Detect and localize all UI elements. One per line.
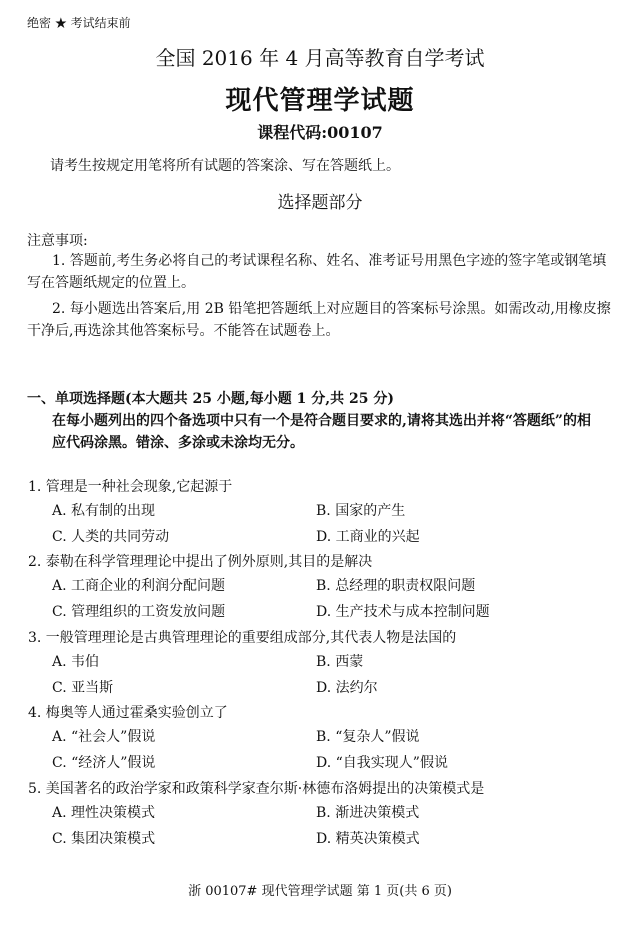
option-d: D. “自我实现人”假说 [316,755,448,771]
general-instruction: 请考生按规定用笔将所有试题的答案涂、写在答题纸上。 [50,158,400,174]
option-a: A. 工商企业的利润分配问题 [52,578,226,594]
option-b: B. 西蒙 [316,654,364,670]
option-d: D. 工商业的兴起 [316,529,420,545]
question-2 [0,551,640,626]
part-title: 选择题部分 [277,193,363,213]
option-b: B. 渐进决策模式 [316,805,420,821]
option-c: C. 人类的共同劳动 [52,529,170,545]
question-5 [0,778,640,853]
section-heading: 一、单项选择题(本大题共 25 小题,每小题 1 分,共 25 分) [27,391,394,407]
question-stem: 2. 泰勒在科学管理理论中提出了例外原则,其目的是解决 [28,554,373,570]
option-c: C. 亚当斯 [52,680,114,696]
option-c: C. 管理组织的工资发放问题 [52,604,226,620]
question-stem: 5. 美国著名的政治学家和政策科学家查尔斯·林德布洛姆提出的决策模式是 [28,781,485,797]
option-a: A. 私有制的出现 [52,503,156,519]
question-4 [0,702,640,777]
course-code: 课程代码:00107 [257,123,383,142]
option-a: A. “社会人”假说 [52,729,156,745]
option-c: C. 集团决策模式 [52,831,156,847]
option-c: C. “经济人”假说 [52,755,156,771]
option-d: D. 生产技术与成本控制问题 [316,604,490,620]
note-item: 2. 每小题选出答案后,用 2B 铅笔把答题纸上对应题目的答案标号涂黑。如需改动,用橡皮擦干净后,再选涂其他答案标号。不能答在试题卷上。 [27,301,611,339]
section-description: 在每小题列出的四个备选项中只有一个是符合题目要求的,请将其选出并将“答题纸”的相应代码涂黑。错涂、多涂或未涂均无分。 [52,413,591,451]
option-b: B. 总经理的职责权限问题 [316,578,476,594]
option-d: D. 精英决策模式 [316,831,420,847]
option-a: A. 理性决策模式 [52,805,156,821]
confidential-label: 绝密 ★ 考试结束前 [27,16,131,30]
question-stem: 1. 管理是一种社会现象,它起源于 [28,479,233,495]
option-d: D. 法约尔 [316,680,378,696]
notes-title: 注意事项: [27,233,88,249]
question-stem: 4. 梅奥等人通过霍桑实验创立了 [28,705,228,721]
option-b: B. “复杂人”假说 [316,729,420,745]
note-item: 1. 答题前,考生务必将自己的考试课程名称、姓名、准考证号用黑色字迹的签字笔或钢笔填写在答题纸规定的位置上。 [27,253,607,291]
subject-title: 现代管理学试题 [225,86,415,116]
exam-title: 全国 2016 年 4 月高等教育自学考试 [155,46,485,70]
question-1 [0,476,640,551]
question-3 [0,627,640,702]
option-b: B. 国家的产生 [316,503,406,519]
option-a: A. 韦伯 [52,654,100,670]
question-stem: 3. 一般管理理论是古典管理理论的重要组成部分,其代表人物是法国的 [28,630,457,646]
page-footer: 浙 00107# 现代管理学试题 第 1 页(共 6 页) [188,884,452,899]
